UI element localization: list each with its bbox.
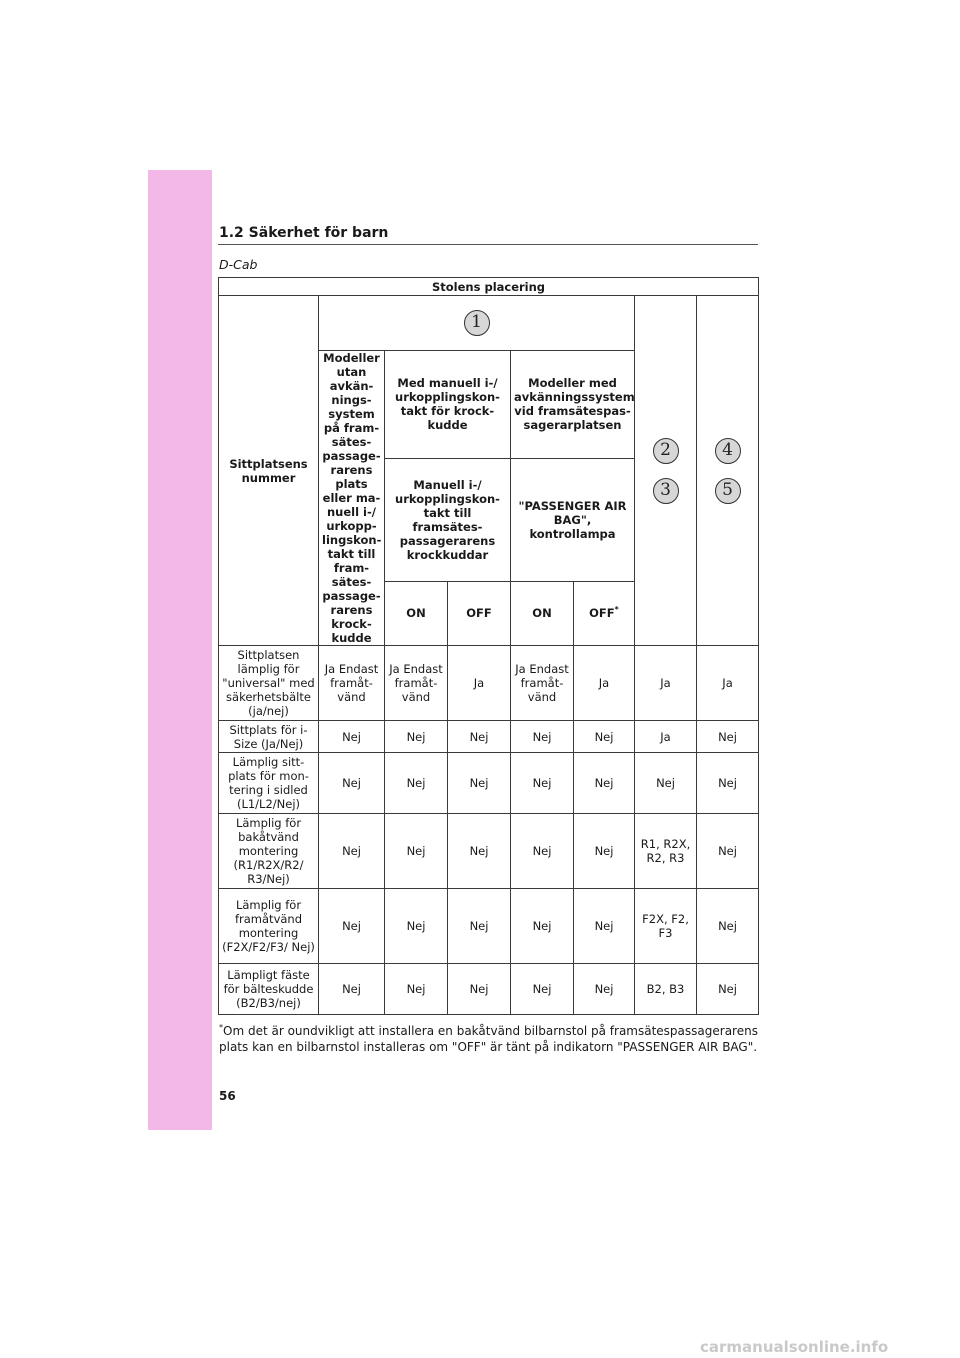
table-cell: Nej [448,721,511,753]
seat-number-badge: 5 [715,478,741,504]
table-cell: Nej [385,964,448,1015]
row-label: Lämplig för bakåtvänd montering (R1/R2X/R2/ R3/Nej) [219,814,319,889]
table-row [219,814,759,889]
table-cell: Nej [448,964,511,1015]
table-cell: Ja [574,646,635,721]
table-cell: B2, B3 [635,964,697,1015]
table-cell: Ja [635,646,697,721]
table-cell: Nej [511,753,574,814]
table-cell: Ja Endast framåt- vänd [511,646,574,721]
seat-number-badge: 2 [653,438,679,464]
seat-2-3-header [635,296,697,646]
table-cell: Nej [319,964,385,1015]
table-cell: Nej [697,721,759,753]
table-cell: Nej [385,814,448,889]
table-cell: Ja [635,721,697,753]
page-number: 56 [219,1089,236,1103]
table-cell: Nej [697,753,759,814]
table-cell: R1, R2X, R2, R3 [635,814,697,889]
table-cell: Ja Endast framåt- vänd [319,646,385,721]
row-label: Sittplats för i-Size (Ja/Nej) [219,721,319,753]
site-watermark: carmanualsonline.info [700,1338,889,1356]
manual-switch-subheader: Manuell i-/ urkopplingskon- takt till framsätes- passagerarens krockkuddar [385,458,511,581]
footnote-text: Om det är oundvikligt att installera en bakåtvänd bilbarnstol på framsätespassagerarens plats kan en bilbarnstol installeras om "OFF" är tänt på indikatorn "PASSENGER AIR BAG". [219,1024,758,1054]
table-cell: F2X, F2, F3 [635,889,697,964]
table-cell: Nej [319,889,385,964]
table-cell: Ja Endast framåt- vänd [385,646,448,721]
table-cell: Nej [511,964,574,1015]
table-cell: Nej [448,814,511,889]
seat-number-badge: 3 [653,478,679,504]
table-row [219,721,759,753]
table-cell: Nej [697,964,759,1015]
table-cell: Nej [574,814,635,889]
table-cell: Nej [511,721,574,753]
indicator-off-header [574,581,635,645]
chapter-side-tab [148,170,212,1130]
seat-position-header: Stolens placering [219,278,759,296]
table-footnote [219,1023,764,1055]
table-cell: Nej [385,889,448,964]
indicator-on-header: ON [511,581,574,645]
table-row [219,753,759,814]
table-cell: Nej [511,889,574,964]
table-header-row [219,278,759,296]
footnote-marker: * [219,1023,223,1032]
row-label: Sittplatsen lämplig för "universal" med säkerhetsbälte (ja/nej) [219,646,319,721]
seat-number-badge: 1 [464,310,490,336]
indicator-off-label: OFF [589,606,615,621]
table-cell: Nej [574,964,635,1015]
seat-number-badge: 4 [715,438,741,464]
table-cell: Nej [319,814,385,889]
seat-4-5-header [697,296,759,646]
row-label: Lämplig sitt- plats för mon- tering i sidled (L1/L2/Nej) [219,753,319,814]
table-row [219,964,759,1015]
footnote-marker: * [614,605,619,615]
table-cell: Nej [635,753,697,814]
table-header-row [219,296,759,351]
seat-suitability-table [218,277,759,1015]
section-title: 1.2 Säkerhet för barn [219,225,389,241]
table-cell: Nej [448,889,511,964]
manual-switch-column-header: Med manuell i-/ urkopplingskon- takt för krock- kudde [385,351,511,459]
seat-1-header [319,296,635,351]
table-cell: Nej [319,721,385,753]
page-subtitle: D-Cab [219,257,258,272]
table-row [219,889,759,964]
table-cell: Nej [385,753,448,814]
table-cell: Nej [319,753,385,814]
table-cell: Nej [574,721,635,753]
table-cell: Ja [448,646,511,721]
table-cell: Nej [385,721,448,753]
no-sensor-column-header: Modeller utan avkän- nings- system på fram- sätes- passage- rarens plats eller ma- nuell i-/ urkopp- lingskon- takt till fram- sätes- passage- rarens krock- kudde [319,351,385,646]
switch-off-header: OFF [448,581,511,645]
table-cell: Nej [448,753,511,814]
table-cell: Ja [697,646,759,721]
table-cell: Nej [697,889,759,964]
table-cell: Nej [574,753,635,814]
row-label: Lämpligt fäste för bälteskudde (B2/B3/nej) [219,964,319,1015]
table-cell: Nej [511,814,574,889]
airbag-indicator-subheader: "PASSENGER AIR BAG", kontrollampa [511,458,635,581]
switch-on-header: ON [385,581,448,645]
section-divider [218,244,758,245]
row-label: Lämplig för framåtvänd montering (F2X/F2/F3/ Nej) [219,889,319,964]
table-row [219,646,759,721]
table-cell: Nej [574,889,635,964]
seat-number-header: Sittplatsens nummer [219,296,319,646]
table-cell: Nej [697,814,759,889]
sensor-system-column-header: Modeller med avkänningssystem vid framsätespas- sagerarplatsen [511,351,635,459]
